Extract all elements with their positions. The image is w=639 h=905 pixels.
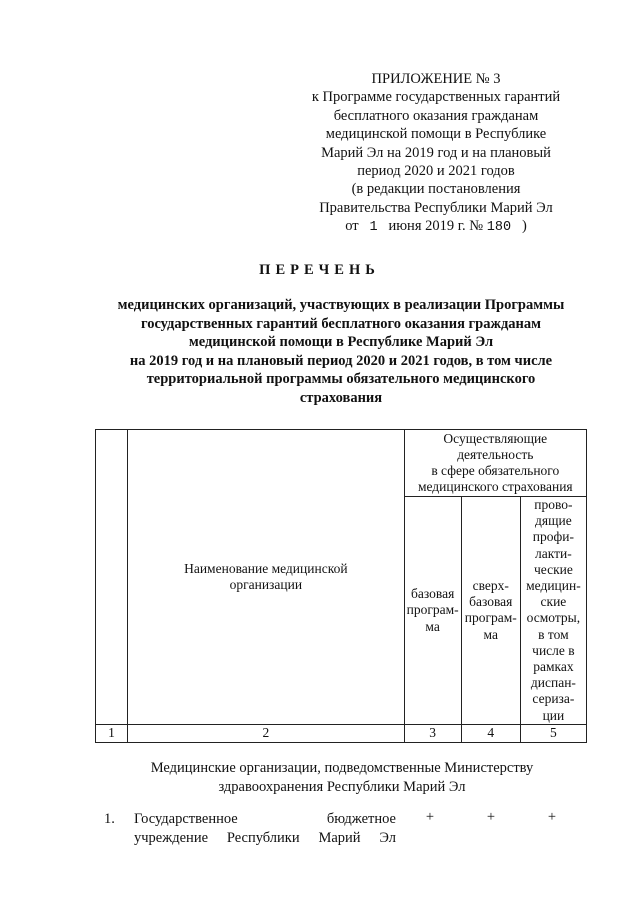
appendix-title: ПРИЛОЖЕНИЕ № 3 [371, 71, 501, 87]
column-number: 4 [461, 724, 520, 742]
header-number-cell [96, 430, 128, 725]
col4-header-line: програм- [464, 610, 517, 626]
column-number: 5 [520, 724, 586, 742]
header-name-cell [128, 430, 405, 725]
column-number: 3 [404, 724, 461, 742]
col5-header-line: осмотры, [526, 610, 581, 626]
column-number: 2 [128, 724, 405, 742]
appendix-line: (в редакции постановления [351, 181, 521, 198]
group-header-line: деятельность [457, 446, 534, 462]
section-title [96, 759, 588, 796]
header-group-cell [404, 430, 586, 497]
col5-header-line: сериза- [532, 691, 575, 707]
col3-header-line: ма [425, 618, 440, 634]
document-heading: ПЕРЕЧЕНЬ [259, 262, 380, 278]
col5-header-line: рамках [533, 659, 574, 675]
organizations-table [95, 429, 587, 743]
name-header-line: Наименование медицинской [184, 560, 348, 576]
col5-header-line: ции [542, 707, 565, 723]
col5-header-line: ческие [533, 561, 573, 577]
date-day: 1 [369, 220, 378, 236]
appendix-date-line [296, 217, 576, 237]
section-title-line: здравоохранения Республики Марий Эл [218, 778, 466, 795]
header-basic-program-cell [404, 497, 461, 725]
date-middle: июня 2019 г. № [388, 218, 484, 235]
subheading-line: государственных гарантий бесплатного оказания гражданам [140, 315, 542, 332]
col3-header-line: базовая [411, 586, 455, 602]
col5-header-line: медицин- [526, 578, 581, 594]
subheading-line: медицинских организаций, участвующих в реализации Программы [117, 297, 565, 313]
section-title-line: Медицинские организации, подведомственные Министерству [150, 760, 534, 776]
col5-header-line: в том [538, 626, 569, 642]
header-checkups-cell [520, 497, 586, 725]
name-word: Эл [379, 829, 397, 846]
name-header-line: организации [229, 576, 303, 592]
appendix-line: Марий Эл на 2019 год и на плановый [321, 144, 551, 161]
subheading-line: медицинской помощи в Республике Марий Эл [188, 334, 494, 351]
group-header-line: в сфере обязательного [431, 463, 560, 478]
row-number: 1. [104, 811, 115, 827]
column-number: 1 [96, 724, 128, 742]
col5-header-line: числе в [532, 642, 575, 658]
extra-program-mark: + [486, 809, 496, 825]
subheading-line: на 2019 год и на плановый период 2020 и 2021 годов, в том числе [129, 352, 553, 369]
col5-header-line: профи- [532, 529, 574, 545]
col5-header-line: диспан- [530, 675, 576, 691]
date-suffix: ) [521, 218, 527, 235]
col5-header-line: дящие [535, 513, 572, 529]
col3-header-line: програм- [406, 602, 459, 618]
subheading-line: страхования [299, 389, 383, 406]
appendix-line: бесплатного оказания гражданам [333, 107, 539, 124]
col5-header-line: прово- [534, 497, 573, 512]
checkups-mark: + [547, 809, 557, 825]
col5-header-line: лакти- [535, 545, 572, 561]
header-extra-program-cell [461, 497, 520, 725]
col4-header-line: сверх- [472, 578, 509, 594]
name-word: учреждение [134, 829, 209, 846]
subheading-line: территориальной программы обязательного медицинского [146, 371, 536, 388]
resolution-number: 180 [486, 220, 512, 236]
organization-name-line [134, 810, 396, 829]
col4-header-line: ма [483, 626, 498, 642]
group-header-line: медицинского страхования [417, 479, 573, 495]
organization-name-line [134, 829, 396, 848]
document-subheading [96, 296, 586, 408]
group-header-line: Осуществляющие [443, 430, 548, 446]
name-word: бюджетное [326, 811, 396, 827]
appendix-header [296, 70, 576, 238]
col5-header-line: ские [540, 594, 567, 610]
appendix-line: медицинской помощи в Республике [325, 126, 547, 143]
name-word: Марий [318, 829, 361, 846]
appendix-line: Правительства Республики Марий Эл [319, 199, 553, 216]
organization-name [134, 810, 396, 847]
appendix-line: к Программе государственных гарантий [311, 89, 561, 106]
basic-program-mark: + [425, 809, 435, 825]
name-word: Республики [226, 829, 300, 846]
name-word: Государственное [134, 811, 238, 827]
appendix-line: период 2020 и 2021 годов [357, 163, 515, 180]
col4-header-line: базовая [469, 594, 513, 610]
date-prefix: от [345, 218, 359, 235]
